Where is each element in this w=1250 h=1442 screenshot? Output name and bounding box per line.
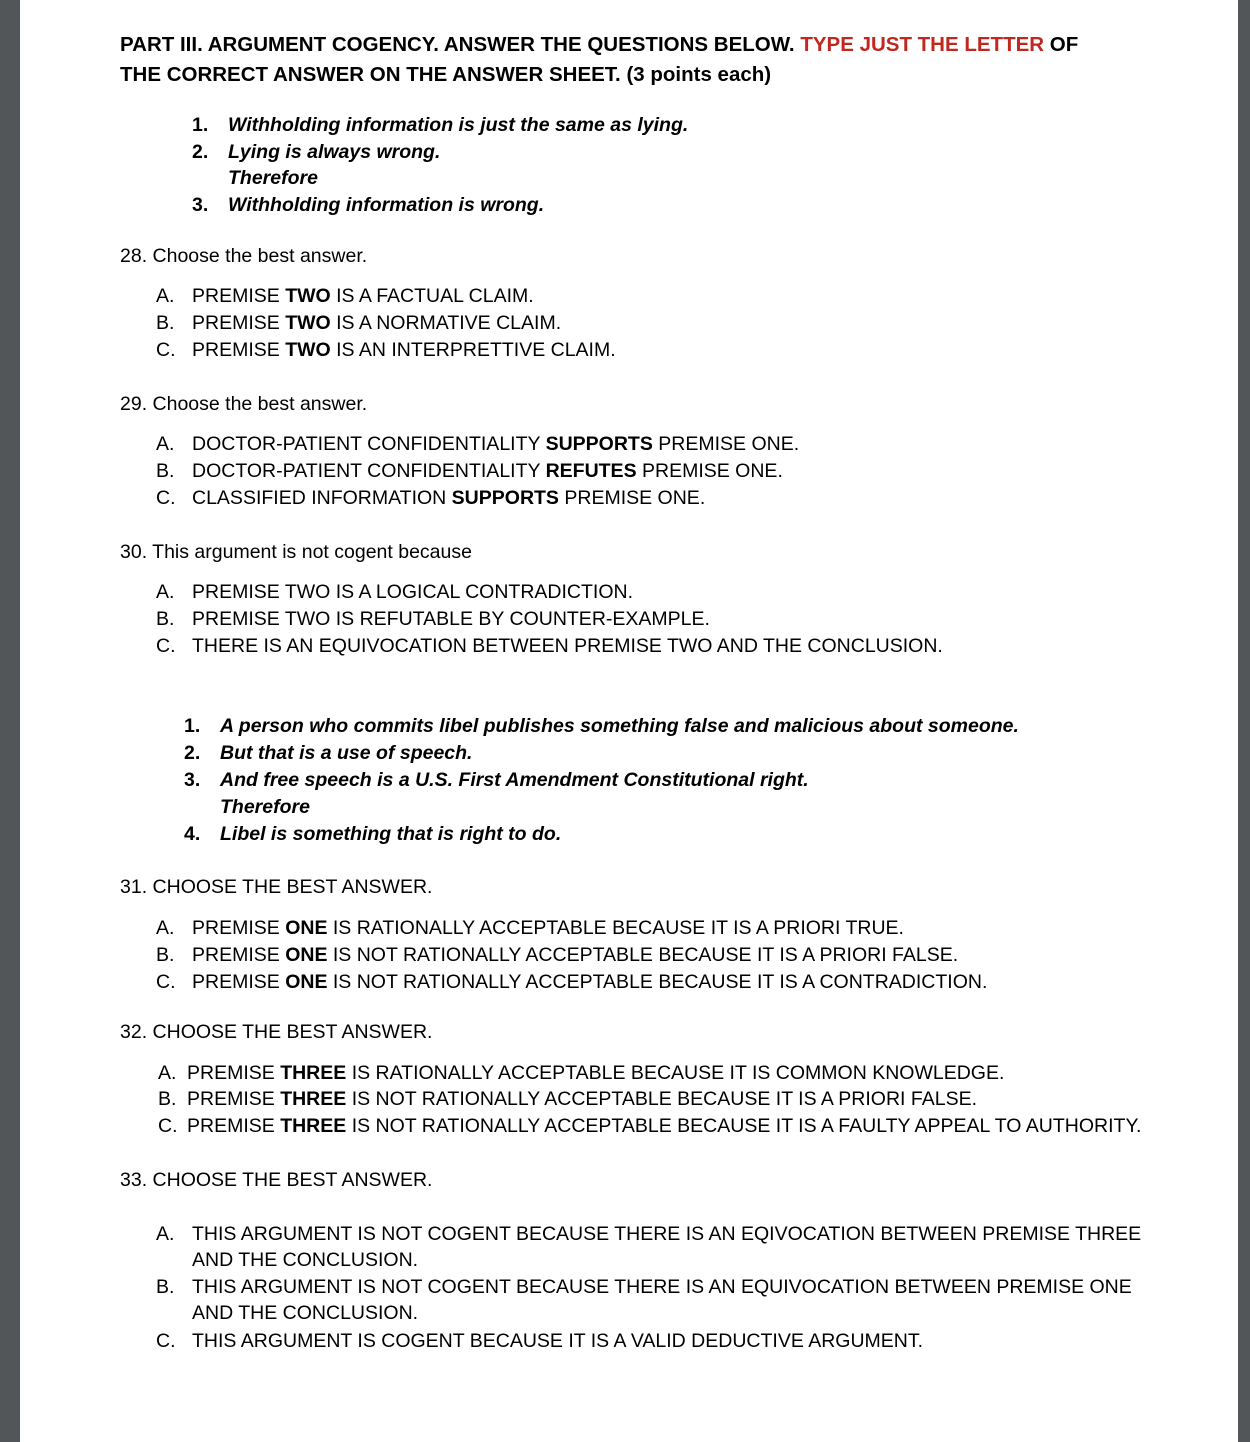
document-page: PART III. ARGUMENT COGENCY. ANSWER THE QUESTIONS BELOW. TYPE JUST THE LETTER OF THE CORRECT ANSWER ON THE ANSWER SHEET. (3 points each) 1. Withholding information is just the same as lying. 2. Lying is always wrong. Therefore 3. Withholding information is wrong. 28. Choose the best answer. A. PREMISE TWO IS A FACTUAL CLAIM. B. PREMISE TWO IS A NORMATIVE CLAIM. C. PREMISE TWO IS AN INTERPRETTIVE CLAIM. 29. Choose the best answer. A. DOCTOR-PATIENT CONFIDENTIALITY SUPPORTS PREMISE ONE. B. DOCTOR-PATIENT CONFIDENTIALITY REFUTES PREMISE ONE. C. CLASSIFIED INFORMATION SUPPORTS PREMISE ONE. 30. This argument is not cogent because A. PREMISE TWO IS A LOGICAL CONTRADICTION. B. PREMISE TWO IS REFUTABLE BY COUNTER-EXAMPLE. C. THERE IS AN EQUIVOCATION BETWEEN PREMISE TWO AND THE CONCLUSION. 1. A person who commits libel publishes something false and malicious about someone. 2. But that is a use of speech. 3. And free speech is a U.S. First Amendment Constitutional right. Therefore 4. Libel is something that is right to do. 31. CHOOSE THE BEST ANSWER. A. PREMISE ONE IS RATIONALLY ACCEPTABLE BECAUSE IT IS A PRIORI TRUE. B. PREMISE ONE IS NOT RATIONALLY ACCEPTABLE BECAUSE IT IS A PRIORI FALSE. C. PREMISE ONE IS NOT RATIONALLY ACCEPTABLE BECAUSE IT IS A CONTRADICTION. 32. CHOOSE THE BEST ANSWER. A. PREMISE THREE IS RATIONALLY ACCEPTABLE BECAUSE IT IS COMMON KNOWLEDGE. B. PREMISE THREE IS NOT RATIONALLY ACCEPTABLE BECAUSE IT IS A PRIORI FALSE. C. PREMISE THREE IS NOT RATIONALLY ACCEPTABLE BECAUSE IT IS A FAULTY APPEAL TO AUTHORITY. 33. CHOOSE THE BEST ANSWER. A. THIS ARGUMENT IS NOT COGENT BECAUSE THERE IS AN EQIVOCATION BETWEEN PREMISE THREE AND THE CONCLUSION. B. THIS ARGUMENT IS NOT COGENT BECAUSE THERE IS AN EQUIVOCATION BETWEEN PREMISE ONE AND THE CONCLUSION. C. THIS ARGUMENT IS COGENT BECAUSE IT IS A VALID DEDUCTIVE ARGUMENT. [20,0,1238,1442]
question-33: 33. CHOOSE THE BEST ANSWER. [120,1169,433,1191]
question-29: 29. Choose the best answer. [120,393,368,415]
question-32: 32. CHOOSE THE BEST ANSWER. [120,1021,433,1043]
question-31: 31. CHOOSE THE BEST ANSWER. [120,876,433,898]
question-28: 28. Choose the best answer. [120,245,368,267]
header-text: PART III. ARGUMENT COGENCY. ANSWER THE QUESTIONS BELOW. [120,33,801,56]
section-header [120,30,1120,90]
header-text-end: OF THE CORRECT ANSWER ON THE ANSWER SHEET. (3 points each) [120,33,1079,86]
header-highlight: TYPE JUST THE LETTER [800,33,1045,56]
question-30: 30. This argument is not cogent because [120,541,472,563]
